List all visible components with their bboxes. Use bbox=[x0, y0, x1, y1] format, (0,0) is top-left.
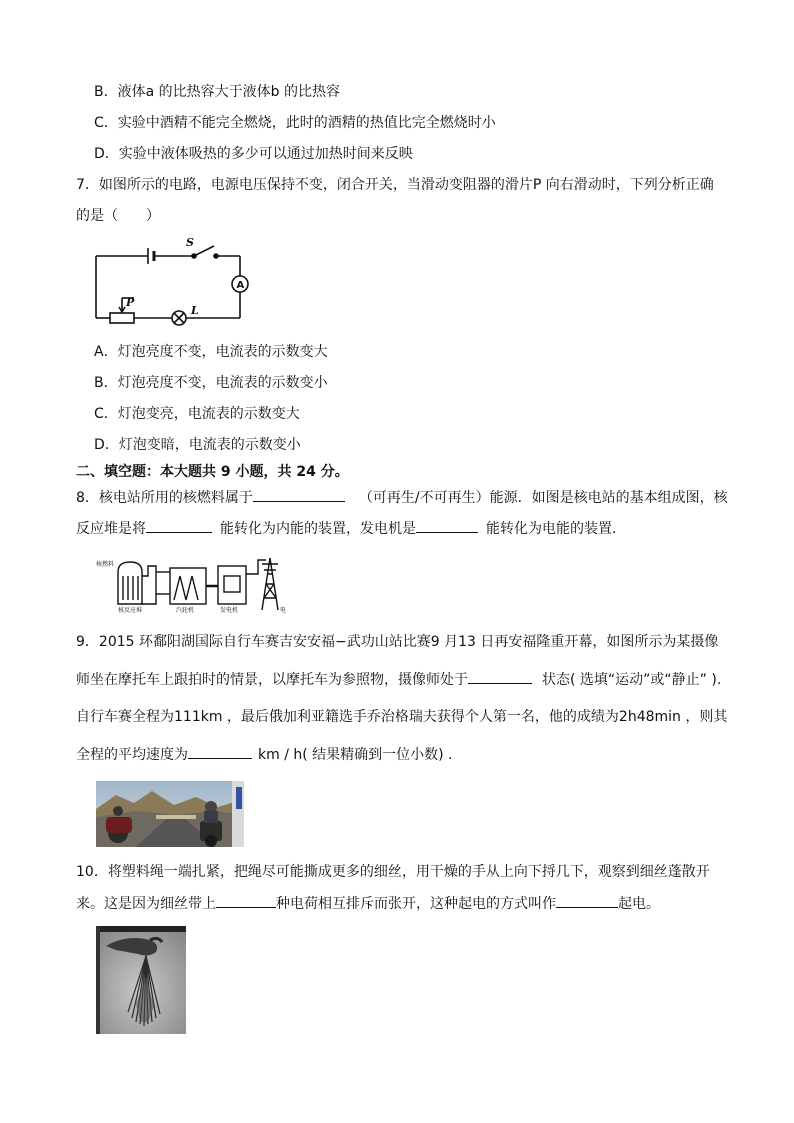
q9-text-4a: 全程的平均速度为 bbox=[76, 747, 188, 763]
q10-plastic-string-photo bbox=[96, 926, 186, 1034]
q9-motorcycle-photo bbox=[96, 781, 244, 847]
q7-label-lamp: L bbox=[191, 304, 199, 317]
q10-text-2a: 来。这是因为细丝带上 bbox=[76, 896, 216, 912]
q9-text-2a: 师坐在摩托车上跟拍时的情景，以摩托车为参照物，摄像师处于 bbox=[76, 672, 468, 688]
q7-option-a: A．灯泡亮度不变，电流表的示数变大 bbox=[94, 344, 328, 360]
q8-text-2b: 能转化为内能的装置，发电机是 bbox=[220, 521, 416, 537]
q9-line4 bbox=[76, 744, 453, 765]
q10-text-2b: 种电荷相互排斥而张开，这种起电的方式叫作 bbox=[276, 896, 556, 912]
section-title: 二、填空题：本大题共 9 小题，共 24 分。 bbox=[76, 464, 349, 480]
q8-label-electricity: 电 bbox=[280, 607, 287, 614]
q8-text-1a: 8．核电站所用的核燃料属于 bbox=[76, 490, 253, 506]
q10-line1: 10．将塑料绳一端扎紧，把绳尽可能撕成更多的细丝，用干燥的手从上向下捋几下，观察到细丝蓬散开 bbox=[76, 864, 710, 880]
q10-text-2c: 起电。 bbox=[618, 896, 660, 912]
q9-line1: 9．2015 环鄱阳湖国际自行车赛吉安安福−武功山站比赛9 月13 日再安福隆重开幕，如图所示为某摄像 bbox=[76, 634, 719, 650]
q7-option-b: B．灯泡亮度不变，电流表的示数变小 bbox=[94, 375, 328, 391]
q8-label-generator: 发电机 bbox=[220, 607, 239, 614]
q7-label-slider: P bbox=[126, 296, 135, 309]
q10-blank-2[interactable] bbox=[556, 893, 618, 908]
q8-line2 bbox=[76, 518, 626, 539]
q8-text-2c: 能转化为电能的装置． bbox=[486, 521, 626, 537]
q7-stem-line2: 的是（ ） bbox=[76, 208, 160, 224]
q7-option-d: D．灯泡变暗，电流表的示数变小 bbox=[94, 437, 301, 453]
q8-blank-3[interactable] bbox=[416, 518, 478, 533]
q8-label-turbine: 汽轮机 bbox=[176, 607, 195, 614]
q9-text-4b: km / h( 结果精确到一位小数) . bbox=[258, 747, 453, 763]
q7-label-switch: S bbox=[186, 236, 194, 249]
q10-blank-1[interactable] bbox=[216, 893, 276, 908]
q8-power-plant-diagram bbox=[96, 554, 292, 614]
q7-label-ammeter: A bbox=[236, 280, 245, 291]
q6-option-d: D．实验中液体吸热的多少可以通过加热时间来反映 bbox=[94, 146, 413, 162]
q8-text-2a: 反应堆是将 bbox=[76, 521, 146, 537]
q8-blank-2[interactable] bbox=[146, 518, 212, 533]
q7-circuit-diagram bbox=[92, 236, 258, 332]
q6-option-b: B．液体a 的比热容大于液体b 的比热容 bbox=[94, 84, 340, 100]
q9-line2 bbox=[76, 669, 721, 690]
q8-line1 bbox=[76, 487, 728, 508]
q8-label-reactor: 核反应堆 bbox=[118, 607, 143, 614]
q6-option-c: C．实验中酒精不能完全燃烧，此时的酒精的热值比完全燃烧时小 bbox=[94, 115, 496, 131]
q7-stem-line1: 7．如图所示的电路，电源电压保持不变，闭合开关，当滑动变阻器的滑片P 向右滑动时，下列分析正确 bbox=[76, 177, 714, 193]
q9-line3: 自行车赛全程为111km ，最后俄加利亚籍选手乔治格瑞夫获得个人第一名，他的成绩为2h48min ，则其 bbox=[76, 709, 728, 725]
q8-blank-1[interactable] bbox=[253, 487, 345, 502]
q9-text-2b: 状态( 选填“运动”或“静止” ). bbox=[542, 672, 722, 688]
q10-line2 bbox=[76, 893, 660, 914]
q9-blank-2[interactable] bbox=[188, 744, 252, 759]
q8-label-fuel: 核燃料 bbox=[96, 561, 115, 568]
q7-option-c: C．灯泡变亮，电流表的示数变大 bbox=[94, 406, 300, 422]
q9-blank-1[interactable] bbox=[468, 669, 532, 684]
q8-text-1b: （可再生/不可再生）能源．如图是核电站的基本组成图，核 bbox=[358, 490, 728, 506]
